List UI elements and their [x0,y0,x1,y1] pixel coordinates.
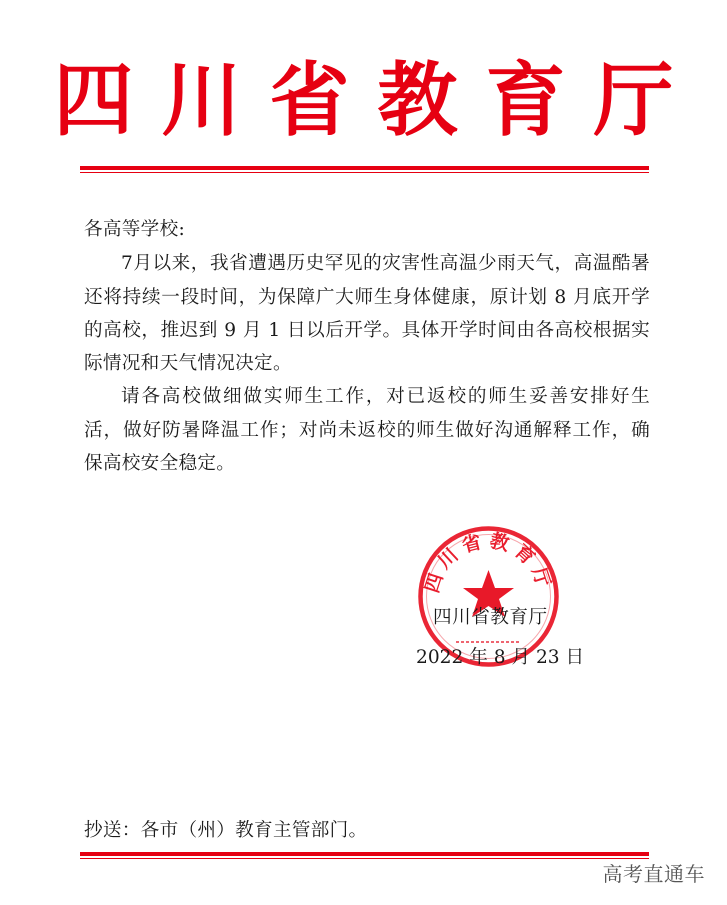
footer-red-rule-thick [80,852,649,856]
paragraph-2: 请各高校做细做实师生工作，对已返校的师生妥善安排好生活，做好防暑降温工作；对尚未返校的师生做好沟通解释工作，确保高校安全稳定。 [84,386,650,475]
salutation: 各高等学校: [84,219,186,240]
paragraph-1: 7月以来，我省遭遇历史罕见的灾害性高温少雨天气，高温酷暑还将持续一段时间，为保障广大师生身体健康，原计划 8 月底开学的高校，推迟到 9 月 1 日以后开学。具体开学时间由各高校根据实际情况和天气情况决定。 [84,253,650,375]
footer-red-rule-thin [80,858,649,859]
letter-body [84,213,650,480]
header-red-rule-thick [80,166,649,170]
cc-recipients: 抄送：各市（州）教育主管部门。 [84,820,368,841]
document-header-title: 四川省教育厅 [53,53,702,147]
seal-arc-text: 四川省教育厅 [420,529,557,596]
signature-organization: 四川省教育厅 [433,607,548,628]
header-red-rule-thin [80,172,649,173]
signature-date: 2022 年 8 月 23 日 [416,647,585,668]
watermark-text: 高考直通车 [602,862,705,886]
